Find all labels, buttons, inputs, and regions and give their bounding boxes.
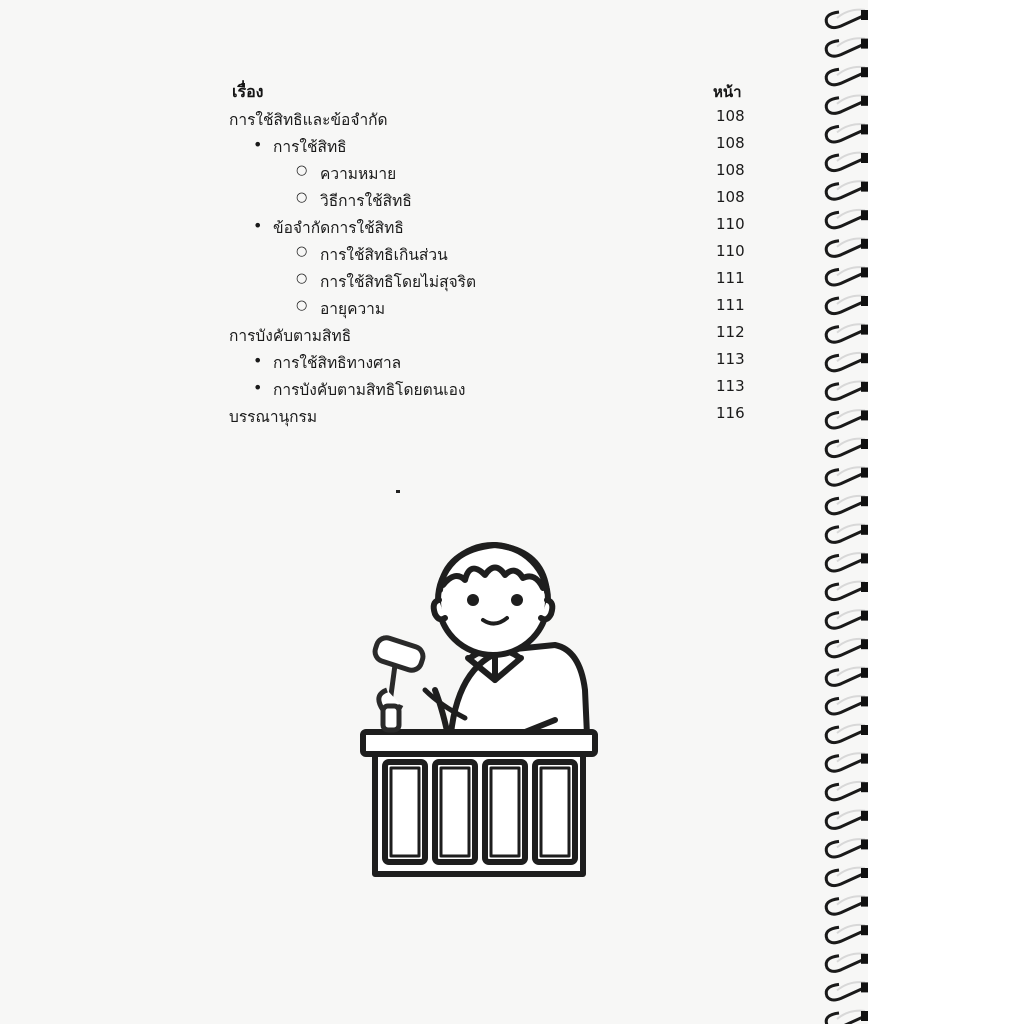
toc-entry [0, 377, 868, 403]
speck [396, 490, 400, 493]
bullet-hollow-icon: ○ [296, 244, 308, 259]
toc-entry-title: วิธีการใช้สิทธิ [320, 192, 412, 210]
toc-entry [0, 350, 868, 376]
toc-entry-page: 108 [716, 161, 745, 179]
toc-entry-page: 113 [716, 350, 745, 368]
toc-entry-page: 108 [716, 188, 745, 206]
bullet-hollow-icon: ○ [296, 298, 308, 313]
toc-entry [0, 242, 868, 268]
toc-entry [0, 107, 868, 133]
bullet-filled-icon: • [253, 378, 263, 397]
toc-entry [0, 269, 868, 295]
toc-entry-page: 110 [716, 242, 745, 260]
toc-entry-page: 112 [716, 323, 745, 341]
toc-entry-title: ข้อจำกัดการใช้สิทธิ [273, 219, 404, 237]
toc-entry-title: การใช้สิทธิโดยไม่สุจริต [320, 273, 477, 291]
toc-entry-page: 108 [716, 134, 745, 152]
bullet-hollow-icon: ○ [296, 271, 308, 286]
toc-entry-title: การบังคับตามสิทธิโดยตนเอง [273, 381, 466, 399]
toc-header-topic: เรื่อง [232, 82, 264, 101]
toc-entry-title: การใช้สิทธิ [273, 138, 347, 156]
toc-entry-title: การใช้สิทธิทางศาล [273, 354, 402, 372]
bullet-filled-icon: • [253, 135, 263, 154]
toc-entry-page: 110 [716, 215, 745, 233]
toc-entry [0, 404, 868, 430]
spiral-binding [815, 0, 885, 1024]
toc-entry-page: 108 [716, 107, 745, 125]
toc-entry [0, 161, 868, 187]
toc-entry-title: การบังคับตามสิทธิ [229, 327, 352, 345]
bullet-filled-icon: • [253, 216, 263, 235]
toc-entry-title: ความหมาย [320, 165, 397, 183]
bullet-filled-icon: • [253, 351, 263, 370]
bullet-hollow-icon: ○ [296, 163, 308, 178]
bullet-hollow-icon: ○ [296, 190, 308, 205]
toc-entry-title: การใช้สิทธิเกินส่วน [320, 246, 448, 264]
toc-entry-title: อายุความ [320, 300, 386, 318]
toc-entry [0, 188, 868, 214]
toc-entry-page: 113 [716, 377, 745, 395]
table-of-contents [0, 0, 868, 460]
toc-entry-title: การใช้สิทธิและข้อจำกัด [229, 111, 388, 129]
toc-entry-page: 111 [716, 269, 745, 287]
toc-entry [0, 296, 868, 322]
toc-entry-title: บรรณานุกรม [229, 408, 318, 426]
toc-header-page: หน้า [713, 83, 742, 101]
toc-entry [0, 323, 868, 349]
toc-entry-page: 111 [716, 296, 745, 314]
judge-illustration [355, 530, 605, 880]
toc-entry [0, 215, 868, 241]
toc-entry-page: 116 [716, 404, 745, 422]
toc-entry [0, 134, 868, 160]
